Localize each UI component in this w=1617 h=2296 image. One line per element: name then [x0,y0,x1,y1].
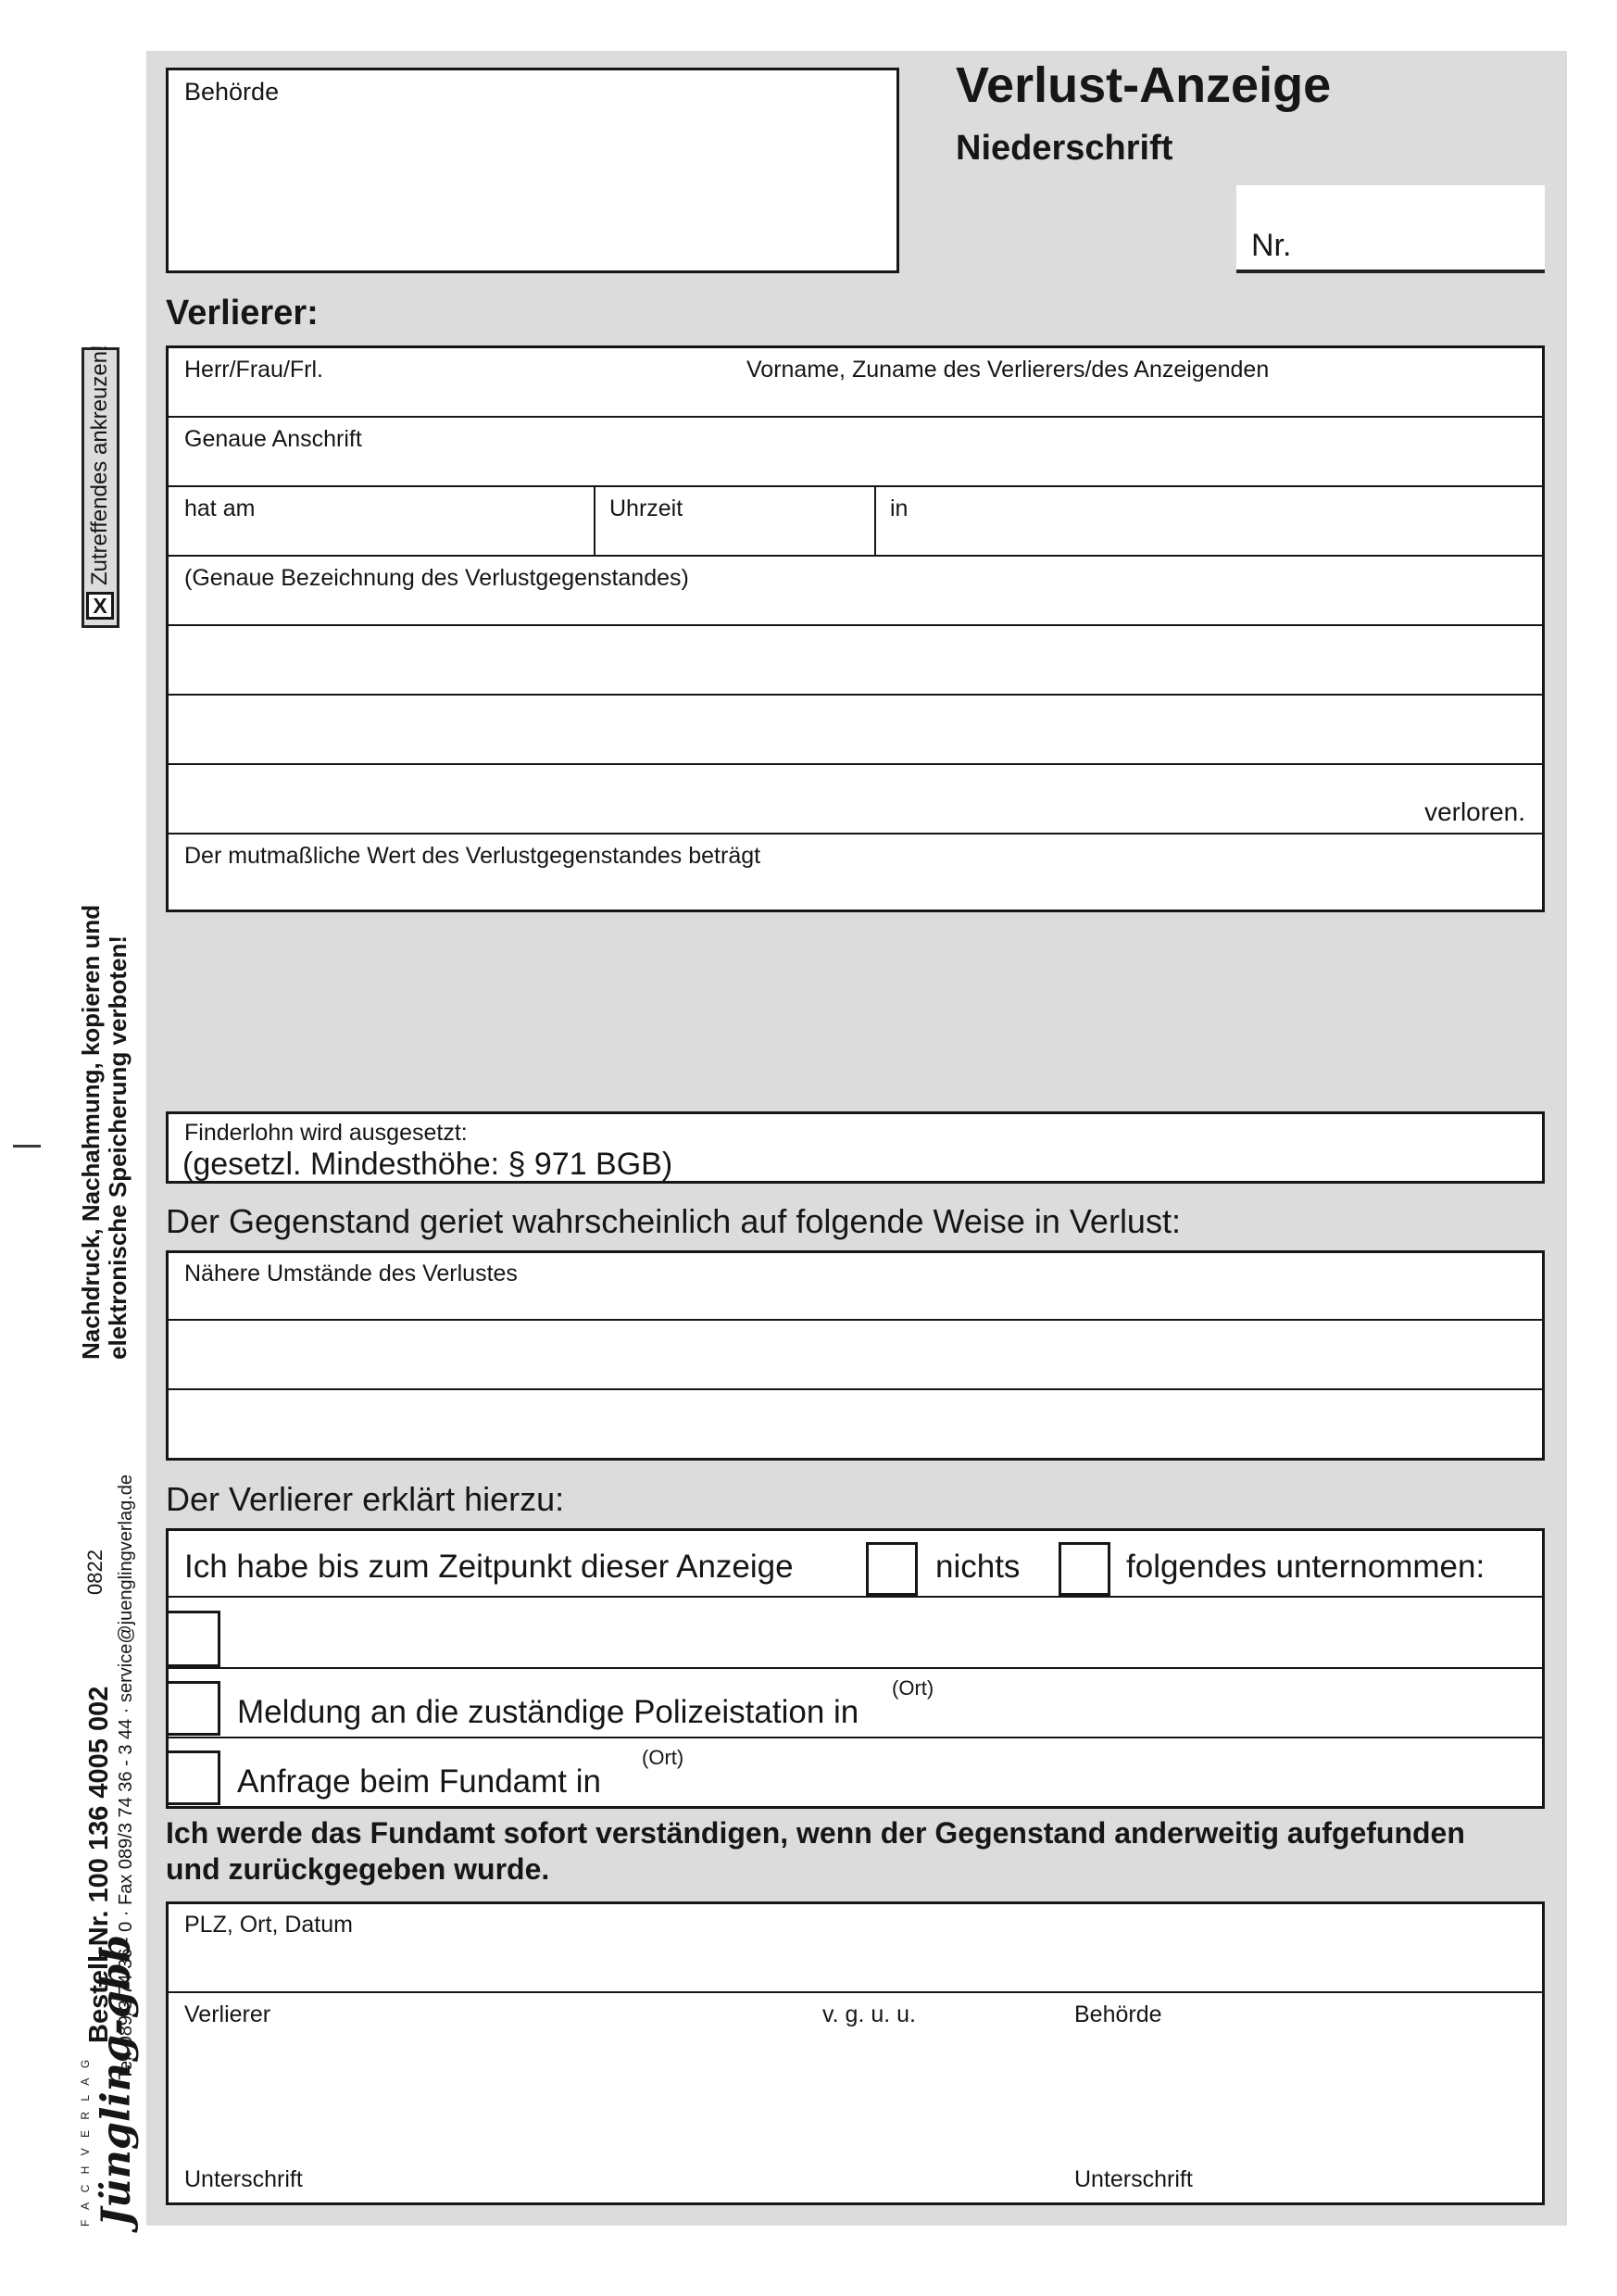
behoerde-box-label: Behörde [184,78,280,106]
finderlohn-min-label: (gesetzl. Mindesthöhe: § 971 BGB) [182,1147,673,1182]
field-item-description-2[interactable] [169,624,1542,694]
sample-checkbox-mark: X [93,594,107,618]
in-label: in [890,496,909,521]
salutation-label: Herr/Frau/Frl. [184,357,323,383]
verlierer-label: Verlierer [184,2001,271,2027]
item-label: (Genaue Bezeichnung des Verlustgegenstandes) [184,565,689,591]
field-umstaende-2[interactable] [169,1319,1542,1388]
row-date-time-place [169,485,1542,555]
behoerde-box[interactable] [166,68,899,273]
row-signatures[interactable] [169,1991,1542,2202]
publisher-name-label: Jüngling-gbb [94,1935,140,2227]
verlierer-heading: Verlierer: [166,294,319,332]
finderlohn-box[interactable] [166,1111,1545,1184]
field-unternommen-free[interactable] [169,1596,1542,1667]
time-label: Uhrzeit [609,496,683,521]
publisher-type-label: F A C H V E R L A G [79,2055,92,2227]
signature-table [166,1901,1545,2205]
edition-code: 0822 [83,1549,107,1595]
checkbox-anfrage[interactable] [166,1750,220,1805]
unterschrift-left-label: Unterschrift [184,2166,303,2192]
pledge-text: Ich werde das Fundamt sofort verständigen, wenn der Gegenstand anderweitig aufgefunden und zurückgegeben wurde. [166,1816,1465,1886]
field-item-description-3[interactable] [169,694,1542,763]
field-item-description-4[interactable] [169,763,1542,833]
fold-mark [13,1145,41,1148]
publisher-logo [76,1935,143,2227]
verloren-label: verloren. [1424,797,1525,826]
umstaende-label: Nähere Umstände des Verlustes [184,1261,518,1286]
ankreuzen-note-label: Zutreffendes ankreuzen! [87,345,112,585]
sample-checkbox[interactable] [86,592,114,620]
verlierer-table [166,345,1545,912]
row-statement [169,1531,1542,1596]
ort-label-1: (Ort) [892,1676,934,1700]
finderlohn-label: Finderlohn wird ausgesetzt: [184,1120,468,1146]
erklaerung-heading: Der Verlierer erklärt hierzu: [166,1480,565,1518]
anfrage-label: Anfrage beim Fundamt in [237,1763,601,1800]
field-address[interactable] [169,416,1542,485]
name-label: Vorname, Zuname des Verlierers/des Anzeigenden [746,357,1270,383]
field-name[interactable] [169,348,1542,416]
form-title: Verlust-Anzeige [956,57,1332,113]
nichts-label: nichts [935,1549,1021,1585]
unterschrift-right-label: Unterschrift [1074,2166,1193,2192]
date-label: hat am [184,496,256,521]
field-value[interactable] [169,833,1542,910]
ort-label-2: (Ort) [642,1746,684,1769]
form-subtitle: Niederschrift [956,129,1173,168]
row-anfrage[interactable] [169,1737,1542,1806]
order-number: Bestell-Nr. 100 136 4005 002 [84,1686,114,2043]
field-umstaende-3[interactable] [169,1388,1542,1458]
nr-label: Nr. [1251,228,1292,263]
field-plz-ort-datum[interactable] [169,1904,1542,1991]
umstaende-table [166,1250,1545,1461]
field-place[interactable] [874,487,1542,555]
erklaerung-table [166,1528,1545,1809]
row-meldung[interactable] [169,1667,1542,1737]
checkbox-folgendes[interactable] [1059,1542,1110,1596]
value-label: Der mutmaßliche Wert des Verlustgegenstandes beträgt [184,843,761,869]
vguu-label: v. g. u. u. [822,2001,916,2027]
copyright-note: Nachdruck, Nachahmung, kopieren und elektronische Speicherung verboten! [77,904,132,1360]
folgendes-label: folgendes unternommen: [1126,1549,1485,1585]
field-time[interactable] [594,487,874,555]
publisher-contact: Tel. 089/3 74 36 - 0 · Fax 089/3 74 36 - 3 44 · service@juenglingverlag.de [116,1474,136,2080]
umstaende-heading: Der Gegenstand geriet wahrscheinlich auf folgende Weise in Verlust: [166,1202,1181,1240]
statement-label: Ich habe bis zum Zeitpunkt dieser Anzeige [184,1549,794,1585]
field-item-description[interactable] [169,555,1542,624]
field-umstaende-1[interactable] [169,1253,1542,1319]
meldung-label: Meldung an die zuständige Polizeistation in [237,1694,859,1730]
checkbox-nichts[interactable] [866,1542,918,1596]
plz-label: PLZ, Ort, Datum [184,1912,353,1938]
nr-box[interactable] [1236,185,1545,273]
behoerde-sign-label: Behörde [1074,2001,1162,2027]
field-date[interactable] [169,487,594,555]
checkbox-option-blank[interactable] [166,1611,220,1667]
ankreuzen-note-box [81,347,119,628]
checkbox-meldung[interactable] [166,1681,220,1736]
address-label: Genaue Anschrift [184,426,362,452]
